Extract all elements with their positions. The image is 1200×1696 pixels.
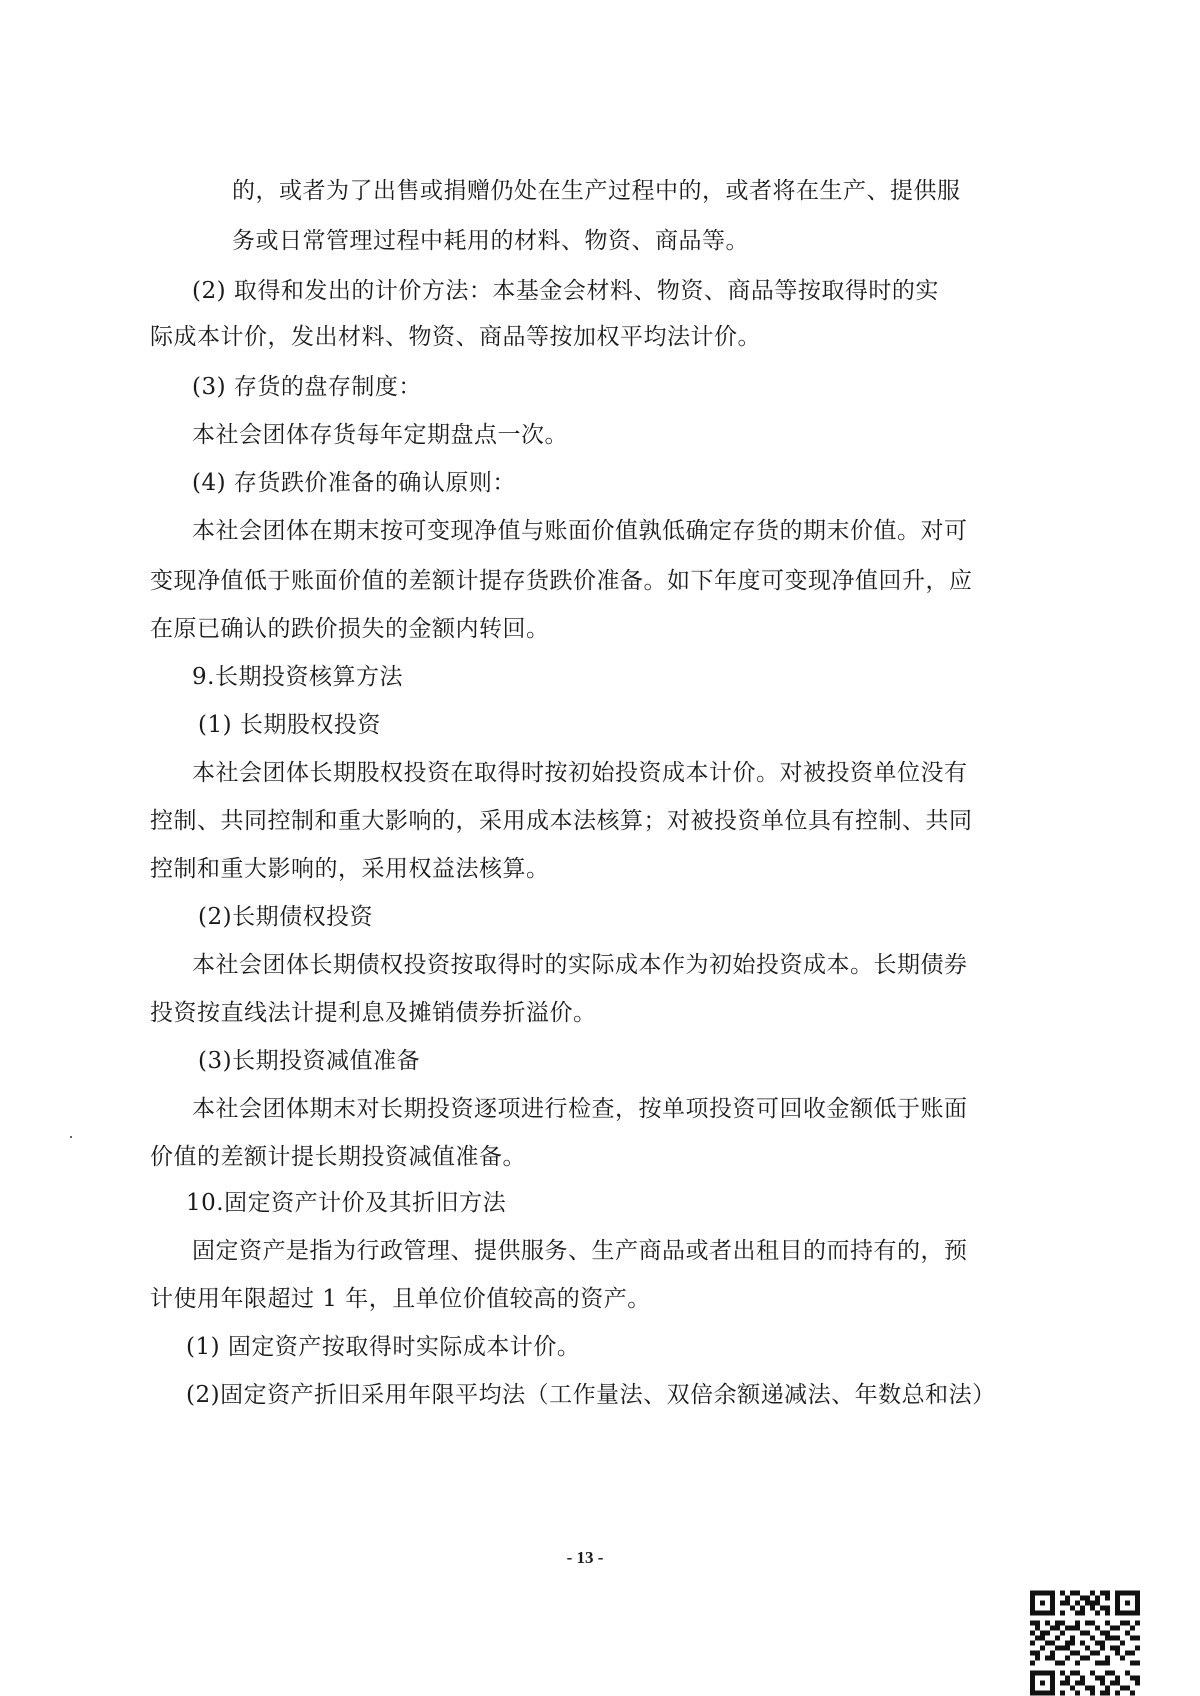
body-line-7: (4) 存货跌价准备的确认原则：	[192, 470, 516, 496]
body-line-25: (1) 固定资产按取得时实际成本计价。	[186, 1334, 581, 1360]
body-line-26: (2)固定资产折旧采用年限平均法（工作量法、双倍余额递减法、年数总和法）	[186, 1382, 996, 1408]
body-line-17: 本社会团体长期债权投资按取得时的实际成本作为初始投资成本。长期债券	[192, 952, 968, 978]
page-number: - 13 -	[566, 1548, 604, 1567]
body-line-1: 的，或者为了出售或捐赠仍处在生产过程中的，或者将在生产、提供服	[232, 178, 961, 204]
body-line-2: 务或日常管理过程中耗用的材料、物资、商品等。	[232, 228, 749, 254]
body-line-9: 变现净值低于账面价值的差额计提存货跌价准备。如下年度可变现净值回升，应	[150, 568, 973, 594]
body-line-23: 固定资产是指为行政管理、提供服务、生产商品或者出租目的而持有的，预	[192, 1238, 968, 1264]
body-line-14: 控制、共同控制和重大影响的，采用成本法核算；对被投资单位具有控制、共同	[150, 808, 973, 834]
body-line-21: 价值的差额计提长期投资减值准备。	[150, 1144, 526, 1170]
section-heading-9: 9.长期投资核算方法	[192, 664, 403, 690]
body-line-6: 本社会团体存货每年定期盘点一次。	[192, 422, 568, 448]
body-line-10: 在原已确认的跌价损失的金额内转回。	[150, 616, 550, 642]
subheading-impairment: (3)长期投资减值准备	[198, 1048, 421, 1074]
body-line-5: (3) 存货的盘存制度：	[192, 374, 422, 400]
body-line-15: 控制和重大影响的，采用权益法核算。	[150, 856, 550, 882]
body-line-24: 计使用年限超过 1 年，且单位价值较高的资产。	[150, 1286, 651, 1312]
section-heading-10: 10.固定资产计价及其折旧方法	[186, 1190, 507, 1216]
body-line-4: 际成本计价，发出材料、物资、商品等按加权平均法计价。	[150, 324, 761, 350]
body-line-3: (2) 取得和发出的计价方法：本基金会材料、物资、商品等按取得时的实	[192, 278, 939, 304]
body-line-13: 本社会团体长期股权投资在取得时按初始投资成本计价。对被投资单位没有	[192, 760, 968, 786]
body-line-18: 投资按直线法计提利息及摊销债券折溢价。	[150, 1000, 597, 1026]
qr-code-icon	[1030, 1590, 1140, 1696]
body-line-20: 本社会团体期末对长期投资逐项进行检查，按单项投资可回收金额低于账面	[192, 1096, 968, 1122]
subheading-long-term-equity: (1) 长期股权投资	[198, 712, 381, 738]
scan-speck	[70, 1136, 72, 1138]
body-line-8: 本社会团体在期末按可变现净值与账面价值孰低确定存货的期末价值。对可	[192, 518, 968, 544]
subheading-long-term-debt: (2)长期债权投资	[198, 904, 374, 930]
